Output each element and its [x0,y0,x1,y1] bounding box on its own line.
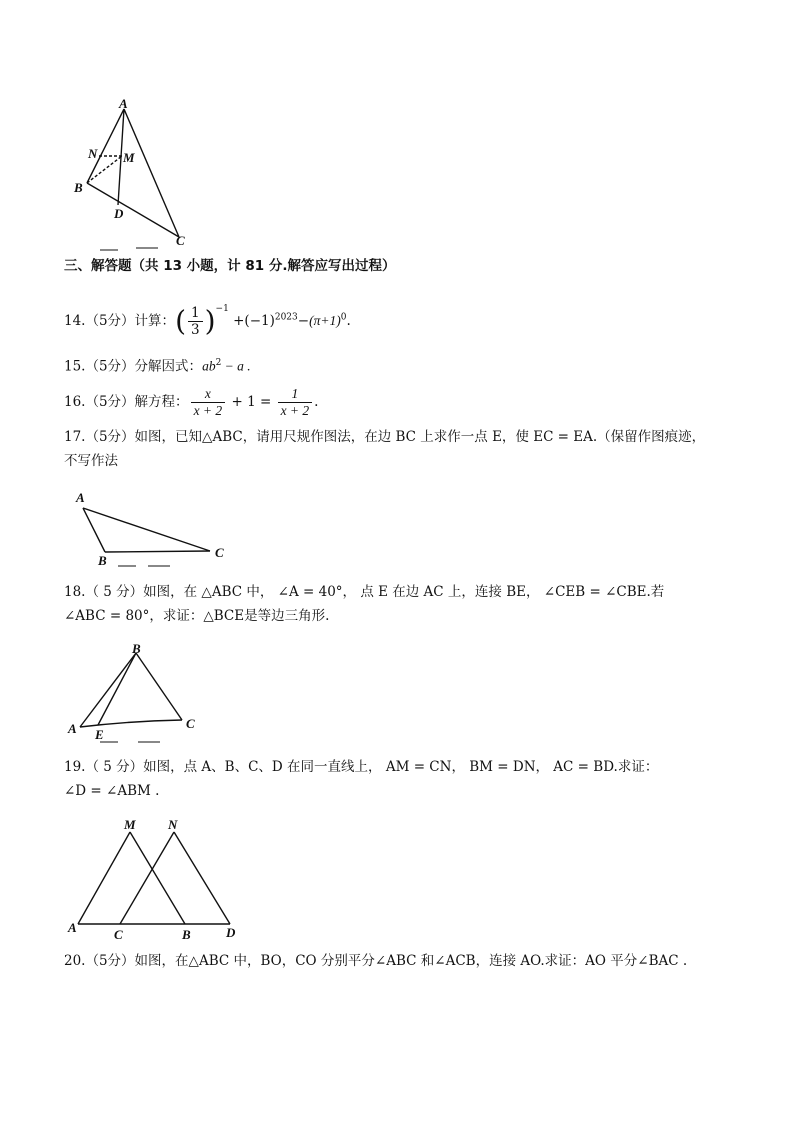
label-M: M [123,150,135,165]
fig19-label-B: B [182,927,191,942]
segment-AM [78,832,130,924]
segment-AC [124,109,179,237]
fig18-label-E: E [95,727,104,742]
segment-AB [80,653,136,727]
q14-fraction: $\frac{1}{3}$ [188,305,203,338]
fig19-label-C: C [114,927,123,942]
segment-BC [87,183,179,237]
fig17-label-A: A [76,490,85,505]
figure-17-triangle [70,495,230,570]
fig18-label-B: B [132,641,141,656]
segment-AC [80,720,182,727]
question-17-line2: 不写作法 [64,453,118,469]
question-19-line1: 19.（ 5 分）如图，点 A、B、C、D 在同一直线上， AM = CN， BM = DN， AC = BD.求证： [64,759,659,775]
fig17-label-B: B [98,553,107,568]
label-C: C [176,233,185,248]
fig19-label-M: M [124,817,136,832]
q16-left-fraction: $\frac{x}{x + 2}$ [191,386,226,419]
question-18-line2: ∠ABC = 80°，求证：△BCE是等边三角形. [64,608,330,624]
question-17-line1: 17.（5分）如图，已知△ABC，请用尺规作图法，在边 BC 上求作一点 E，使 EC = EA.（保留作图痕迹， [64,429,706,445]
segment-CN [120,832,174,924]
segment-BE [98,653,136,725]
fig19-label-A: A [68,920,77,935]
fig18-label-A: A [68,721,77,736]
figure-19-triangles [70,815,245,930]
question-18-line1: 18.（ 5 分）如图，在 △ABC 中， ∠A = 40°， 点 E 在边 AC 上，连接 BE， ∠CEB = ∠CBE.若 [64,584,665,600]
segment-BC [105,551,210,552]
q14-number: 14.（5分）计算： [64,313,176,329]
label-B: B [74,180,83,195]
fig19-label-D: D [226,925,236,940]
label-N: N [88,146,98,161]
fig19-label-N: N [168,817,178,832]
question-14: 14.（5分）计算：( $\frac{1}{3}$ )$^{-1} +(-1)^{2023}-(\pi+1)^0$. [64,304,351,338]
segment-MB [130,832,185,924]
fig18-label-C: C [186,716,195,731]
figure-top-triangle [70,95,200,255]
section-heading: 三、解答题（共 13 小题，计 81 分.解答应写出过程） [64,258,396,274]
question-15: 15.（5分）分解因式：$ab^2 - a$ . [64,358,251,375]
fig17-label-C: C [215,545,224,560]
segment-ND [174,832,230,924]
label-A: A [119,96,128,111]
question-19-line2: ∠D = ∠ABM . [64,783,160,799]
q16-right-fraction: $\frac{1}{x + 2}$ [278,386,313,419]
label-D: D [114,206,124,221]
segment-BC [136,653,182,720]
question-16: 16.（5分）解方程： $\frac{x}{x + 2}$ + 1 = $\frac{1}{x + 2}$ . [64,386,319,418]
question-20: 20.（5分）如图，在△ABC 中，BO，CO 分别平分∠ABC 和∠ACB，连接 AO.求证：AO 平分∠BAC . [64,953,688,969]
